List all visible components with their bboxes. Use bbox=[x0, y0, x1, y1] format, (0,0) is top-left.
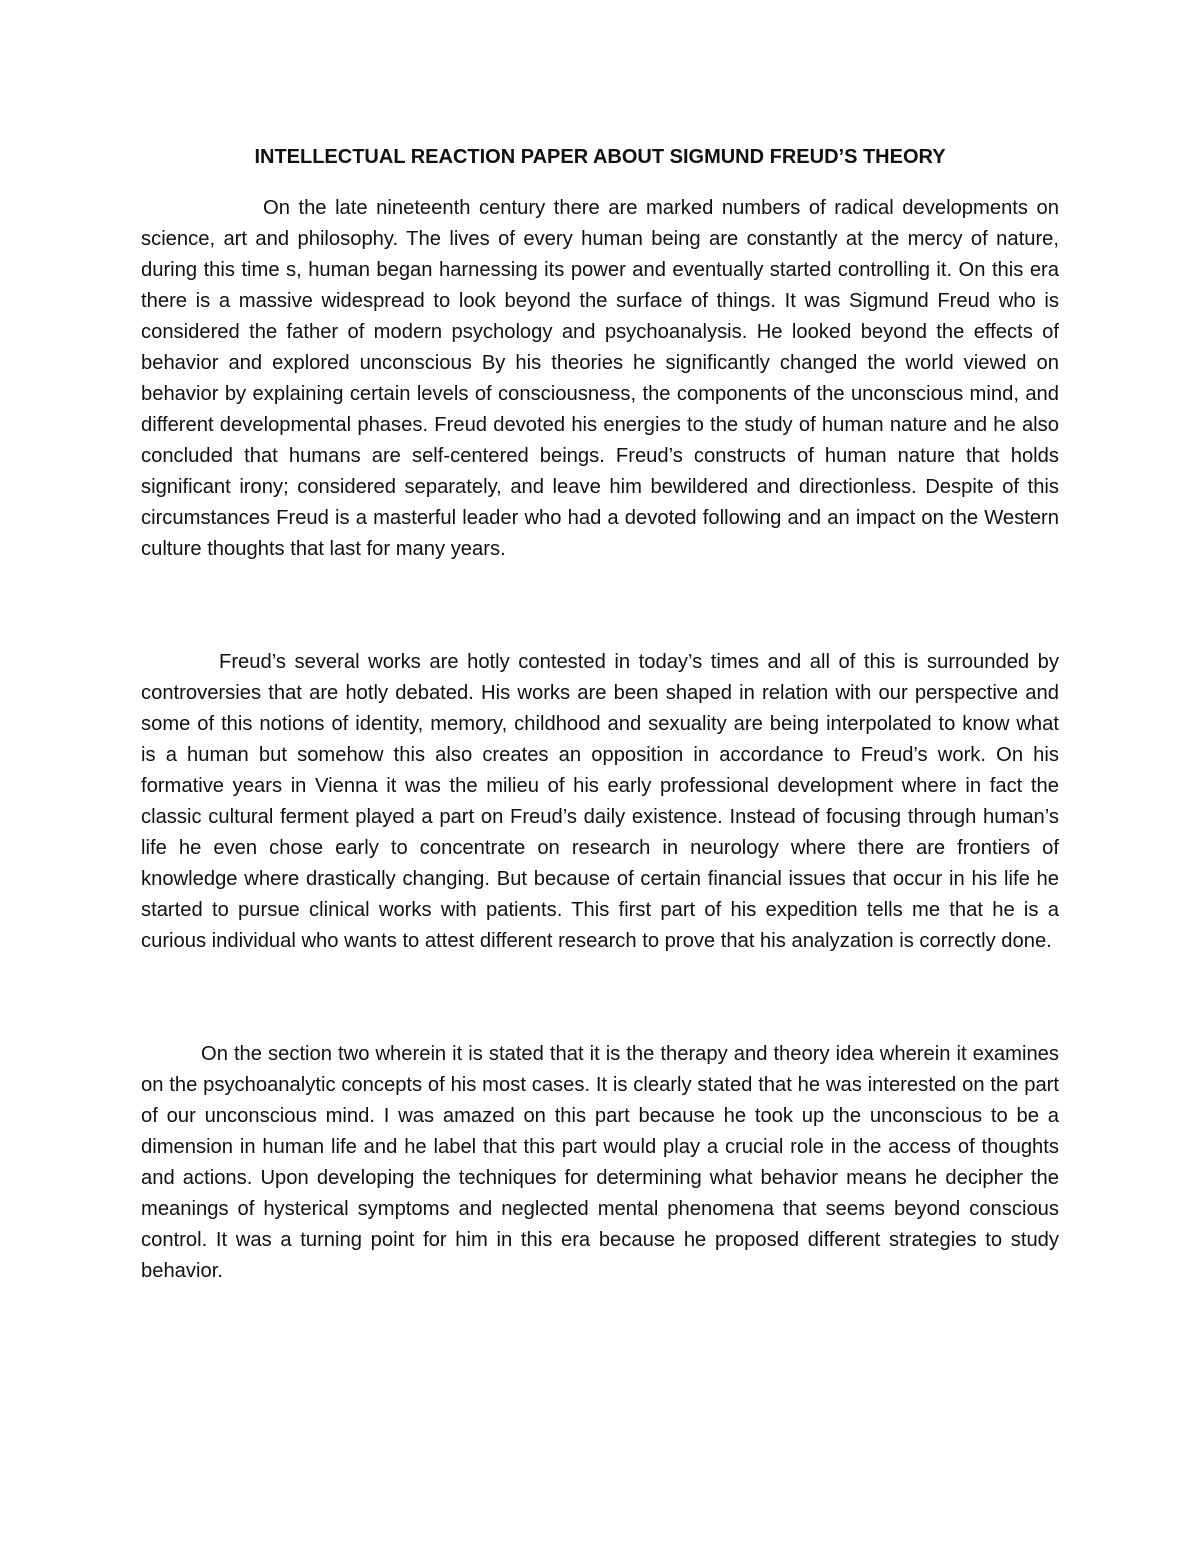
paragraph-1: On the late nineteenth century there are marked numbers of radical developments on science, art and philosophy. The lives of every human being are constantly at the mercy of nature, during this time s, human began harnessing its power and eventually started controlling it. On this era there is a massive widespread to look beyond the surface of things. It was Sigmund Freud who is considered the father of modern psychology and psychoanalysis. He looked beyond the effects of behavior and explored unconscious By his theories he significantly changed the world viewed on behavior by explaining certain levels of consciousness, the components of the unconscious mind, and different developmental phases. Freud devoted his energies to the study of human nature and he also concluded that humans are self-centered beings. Freud’s constructs of human nature that holds significant irony; considered separately, and leave him bewildered and directionless. Despite of this circumstances Freud is a masterful leader who had a devoted following and an impact on the Western culture thoughts that last for many years. bbox=[141, 197, 1059, 560]
paragraph-3: On the section two wherein it is stated that it is the therapy and theory idea wherein it examines on the psychoanalytic concepts of his most cases. It is clearly stated that he was interested on the part of our unconscious mind. I was amazed on this part because he took up the unconscious to be a dimension in human life and he label that this part would play a crucial role in the access of thoughts and actions. Upon developing the techniques for determining what behavior means he decipher the meanings of hysterical symptoms and neglected mental phenomena that seems beyond conscious control. It was a turning point for him in this era because he proposed different strategies to study behavior. bbox=[141, 1043, 1059, 1282]
paragraph-2: Freud’s several works are hotly contested in today’s times and all of this is surrounded by controversies that are hotly debated. His works are been shaped in relation with our perspective and some of this notions of identity, memory, childhood and sexuality are being interpolated to know what is a human but somehow this also creates an opposition in accordance to Freud’s work. On his formative years in Vienna it was the milieu of his early professional development where in fact the classic cultural ferment played a part on Freud’s daily existence. Instead of focusing through human’s life he even chose early to concentrate on research in neurology where there are frontiers of knowledge where drastically changing. But because of certain financial issues that occur in his life he started to pursue clinical works with patients. This first part of his expedition tells me that he is a curious individual who wants to attest different research to prove that his analyzation is correctly done. bbox=[141, 651, 1059, 952]
document-title: INTELLECTUAL REACTION PAPER ABOUT SIGMUND FREUD’S THEORY bbox=[254, 146, 946, 168]
